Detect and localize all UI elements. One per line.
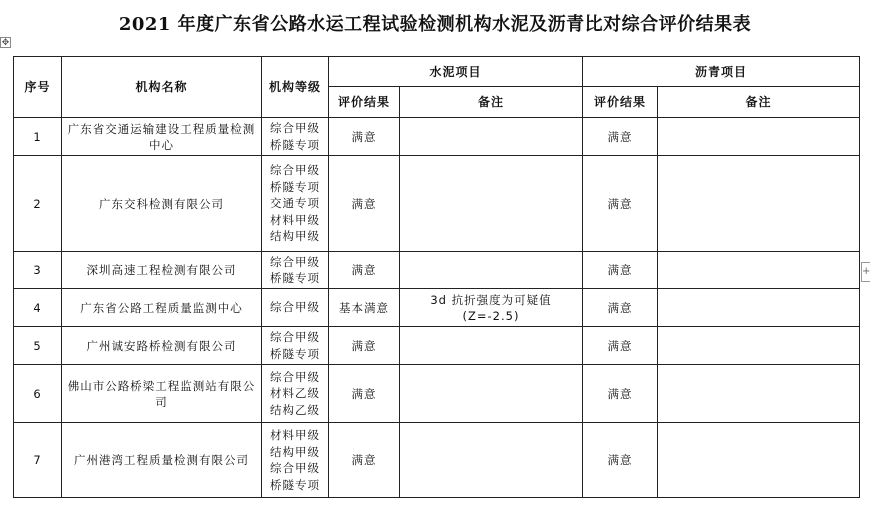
row-org-name: 广东交科检测有限公司 [62,156,262,252]
row-grade [262,423,329,498]
row-asphalt-remark [658,365,860,423]
header-grade: 机构等级 [262,57,329,118]
row-asphalt-eval: 满意 [583,252,658,289]
row-asphalt-remark [658,252,860,289]
row-org-name: 深圳高速工程检测有限公司 [62,252,262,289]
row-seq: 5 [14,327,62,365]
grade-line: 材料乙级 [270,386,320,401]
grade-line: 综合甲级 [270,300,320,315]
table-row [14,327,860,365]
row-cement-remark [400,327,583,365]
row-org-name: 佛山市公路桥梁工程监测站有限公司 [62,365,262,423]
row-cement-eval: 基本满意 [329,289,400,327]
grade-line: 桥隧专项 [270,137,320,152]
row-grade [262,327,329,365]
header-seq: 序号 [14,57,62,118]
row-seq: 4 [14,289,62,327]
grade-line: 综合甲级 [270,369,320,384]
row-asphalt-eval: 满意 [583,289,658,327]
header-org: 机构名称 [62,57,262,118]
row-grade [262,156,329,252]
grade-line: 桥隧专项 [270,346,320,361]
row-grade [262,252,329,289]
row-asphalt-remark [658,156,860,252]
row-seq: 3 [14,252,62,289]
row-asphalt-eval: 满意 [583,118,658,156]
table-add-column-icon[interactable]: + [861,262,870,282]
header-asphalt: 沥青项目 [583,57,860,87]
row-cement-eval: 满意 [329,252,400,289]
document-title: 2021 年度广东省公路水运工程试验检测机构水泥及沥青比对综合评价结果表 [118,14,752,35]
row-cement-remark [400,118,583,156]
grade-line: 桥隧专项 [270,271,320,285]
grade-line: 综合甲级 [270,254,320,269]
row-seq: 1 [14,118,62,156]
row-cement-eval: 满意 [329,365,400,423]
row-seq: 6 [14,365,62,423]
table-row [14,289,860,327]
row-asphalt-eval: 满意 [583,156,658,252]
header-cement: 水泥项目 [329,57,583,87]
grade-line: 结构甲级 [270,444,320,459]
header-asphalt-remark: 备注 [658,87,860,118]
grade-line: 综合甲级 [270,163,320,178]
row-seq: 2 [14,156,62,252]
row-cement-eval: 满意 [329,156,400,252]
table-row [14,118,860,156]
results-table-body [14,118,860,498]
row-cement-remark [400,423,583,498]
row-grade [262,365,329,423]
header-asphalt-eval: 评价结果 [583,87,658,118]
row-cement-eval: 满意 [329,327,400,365]
grade-line: 结构甲级 [270,229,320,244]
row-asphalt-eval: 满意 [583,365,658,423]
row-asphalt-remark [658,423,860,498]
row-asphalt-remark [658,289,860,327]
results-table [13,56,860,498]
grade-line: 桥隧专项 [270,477,320,492]
header-cement-remark: 备注 [400,87,583,118]
table-move-handle-icon[interactable]: ✥ [1,38,10,48]
row-cement-eval: 满意 [329,423,400,498]
row-asphalt-eval: 满意 [583,327,658,365]
header-cement-eval: 评价结果 [329,87,400,118]
row-org-name: 广东省交通运输建设工程质量检测中心 [62,118,262,156]
row-org-name: 广州诚安路桥检测有限公司 [62,327,262,365]
row-cement-remark [400,156,583,252]
row-grade [262,118,329,156]
row-cement-eval: 满意 [329,118,400,156]
grade-line: 综合甲级 [270,121,320,135]
row-org-name: 广东省公路工程质量监测中心 [62,289,262,327]
grade-line: 结构乙级 [270,402,320,417]
row-cement-remark [400,365,583,423]
row-cement-remark [400,252,583,289]
grade-line: 桥隧专项 [270,179,320,194]
row-grade [262,289,329,327]
table-row [14,365,860,423]
grade-line: 材料甲级 [270,212,320,227]
row-cement-remark: 3d 抗折强度为可疑值(Z=-2.5) [400,289,583,327]
table-row [14,156,860,252]
row-org-name: 广州港湾工程质量检测有限公司 [62,423,262,498]
grade-line: 综合甲级 [270,461,320,475]
row-asphalt-remark [658,327,860,365]
table-row [14,252,860,289]
row-seq: 7 [14,423,62,498]
row-asphalt-eval: 满意 [583,423,658,498]
grade-line: 材料甲级 [270,428,320,442]
table-row [14,423,860,498]
grade-line: 综合甲级 [270,330,320,344]
grade-line: 交通专项 [270,196,320,211]
row-asphalt-remark [658,118,860,156]
